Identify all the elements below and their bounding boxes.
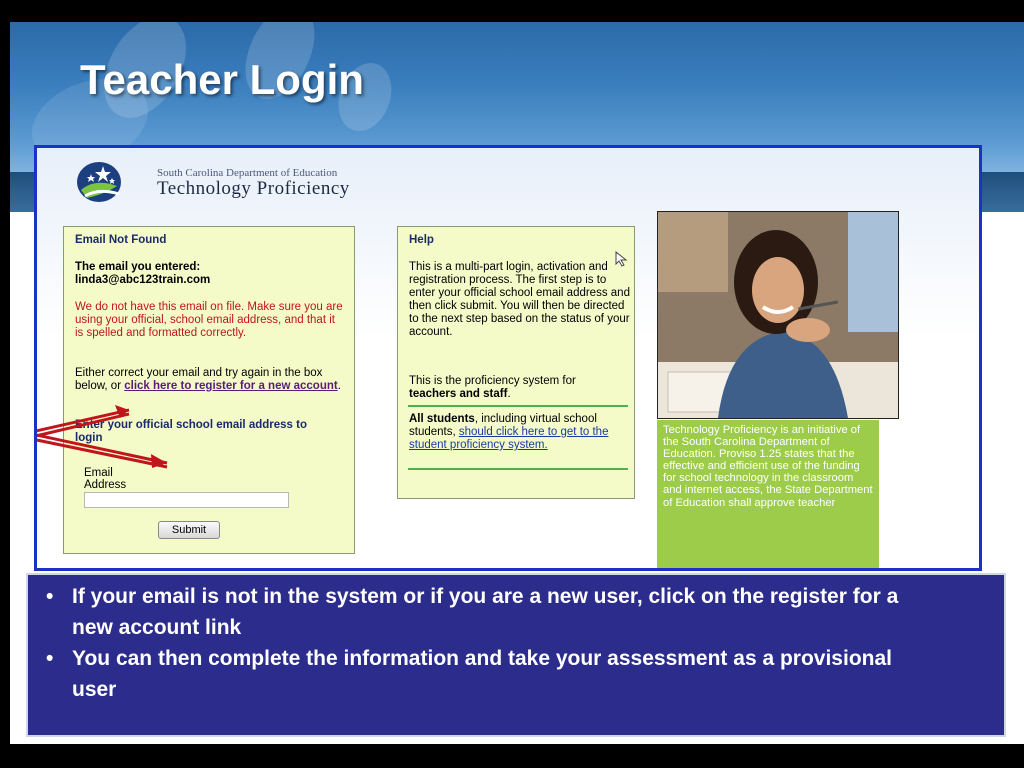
website-screenshot bbox=[34, 145, 982, 571]
brand-product: Technology Proficiency bbox=[157, 178, 350, 199]
slide bbox=[10, 22, 1024, 744]
bullet-item: • You can then complete the information and take your assessment as a provisional user bbox=[46, 647, 892, 701]
student-note: All students, including virtual school students, should click here to get to the student proficiency system. bbox=[409, 413, 609, 451]
student-proficiency-link[interactable]: should click here to get to the student proficiency system. bbox=[409, 426, 609, 451]
help-panel bbox=[397, 226, 635, 499]
help-divider-bottom bbox=[408, 468, 628, 470]
help-system-note: This is the proficiency system for teachers and staff. bbox=[409, 375, 576, 400]
register-new-account-link[interactable]: click here to register for a new account bbox=[124, 380, 338, 392]
teacher-photo bbox=[657, 211, 899, 419]
instruction-bullets bbox=[26, 573, 1006, 737]
email-input[interactable] bbox=[84, 492, 289, 508]
enter-email-prompt: Enter your official school email address to login bbox=[75, 419, 307, 444]
bullet-item: • If your email is not in the system or if you are a new user, click on the register for a new account link bbox=[46, 585, 899, 639]
email-warning-text: We do not have this email on file. Make sure you are using your official, school email address, and that it is spelled and formatted correctly. bbox=[75, 301, 343, 339]
mouse-cursor-icon bbox=[615, 251, 629, 267]
slide-title: Teacher Login bbox=[80, 56, 364, 103]
sc-star-logo-icon bbox=[75, 158, 123, 206]
program-info-box: Technology Proficiency is an initiative of the South Carolina Department of Education. Proviso 1.25 states that the effective and efficient use of the funding for school technology in the classroom and internet access, the State Department of Education shall approve teacher bbox=[657, 420, 879, 571]
entered-email-label: The email you entered: bbox=[75, 261, 201, 273]
help-panel-title: Help bbox=[409, 234, 434, 246]
help-divider-top bbox=[408, 405, 628, 407]
email-not-found-panel bbox=[63, 226, 355, 554]
email-field-label-1: Email bbox=[84, 467, 113, 479]
help-instructions: This is a multi-part login, activation and registration process. The first step is to enter your official school email address and then click submit. You will then be directed to the next step based on the status of your account. bbox=[409, 261, 630, 338]
entered-email-value: linda3@abc123train.com bbox=[75, 274, 211, 286]
email-panel-title: Email Not Found bbox=[75, 234, 167, 246]
email-field-label-2: Address bbox=[84, 479, 127, 491]
brand-org: South Carolina Department of Education bbox=[157, 167, 338, 179]
submit-button[interactable]: Submit bbox=[158, 521, 220, 539]
retry-instructions: Either correct your email and try again in the box below, or click here to register for a new account. bbox=[75, 367, 341, 392]
